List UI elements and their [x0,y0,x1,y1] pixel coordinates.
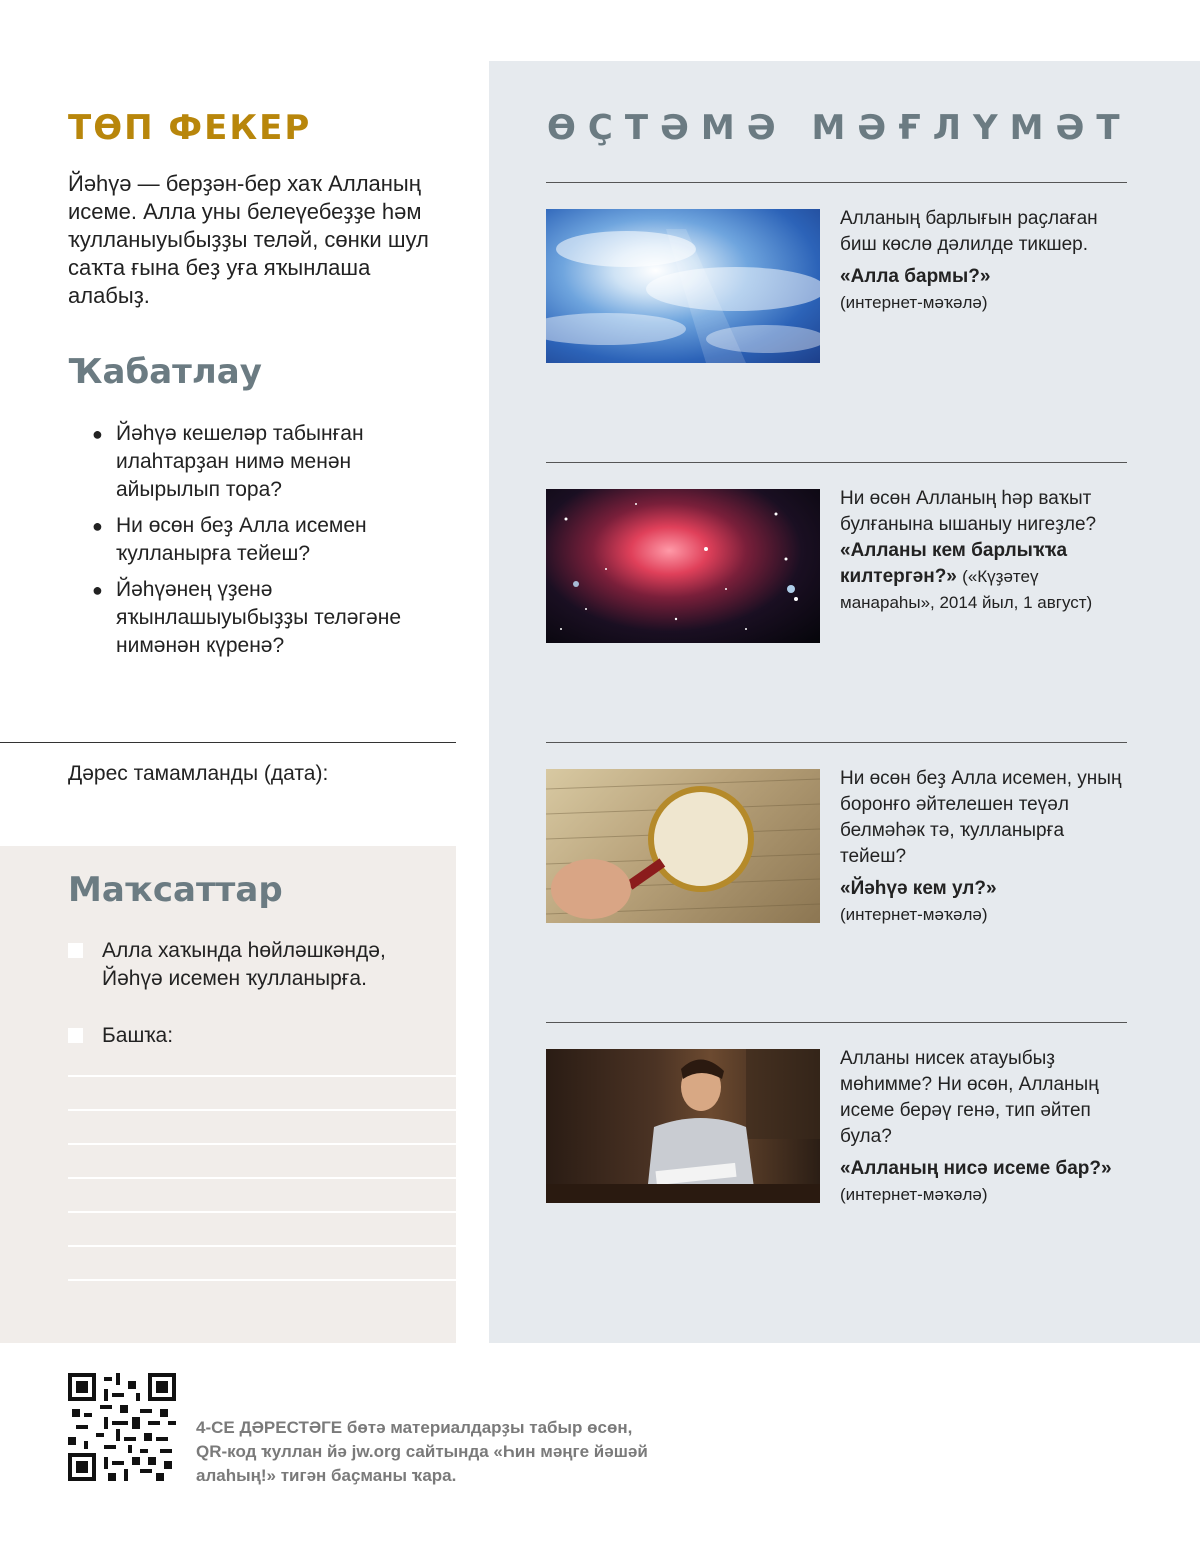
write-line[interactable] [68,1245,456,1247]
review-item: ● Йәһүәнең үҙенә яҡынлашыуыбыҙҙы теләгәне нимәнән күренә? [92,578,401,657]
review-item: ● Йәһүә кешеләр табынған илаһтарҙан нимә менән айырылып тора? [92,422,364,501]
bullet-icon: ● [92,580,103,600]
nebula-image [546,489,820,643]
explore-card [840,206,1130,316]
divider [546,182,1127,183]
magnifying-glass-scroll-image [546,769,820,923]
review-item: ● Ни өсөн беҙ Алла исемен ҡулланырға тейеш? [92,514,367,565]
lesson-completed-label: Дәрес тамамланды (дата): [68,762,329,785]
explore-card [840,486,1130,616]
main-point-text: Йәһүә — берҙән-бер хаҡ Алланың исеме. Алла уны белеүебеҙҙе һәм ҡулланыуыбыҙҙы теләй, сөнки шул саҡта ғына беҙ уға яҡынлаша алабыҙ. [68,171,429,308]
card-source: (интернет-мәҡәлә) [840,1185,988,1204]
goal-item [68,937,448,997]
review-title: Ҡабатлау [68,352,262,392]
article-link[interactable]: «Алланы кем барлыҡҡа килтергән?» [840,540,1068,587]
write-line[interactable] [68,1075,456,1077]
goal-item [68,1022,448,1052]
goals-title: Маҡсаттар [68,870,283,910]
write-line[interactable] [68,1177,456,1179]
write-line[interactable] [68,1279,456,1281]
card-description: Алланың барлығын раҫлаған биш көслө дәлилде тикшер. [840,208,1098,255]
explore-card [840,1046,1130,1208]
review-list [92,420,432,668]
article-link[interactable]: «Йәһүә кем ул?» [840,878,997,899]
footer-text: 4-СЕ ДӘРЕСТӘГЕ бөтә материалдарҙы табыр өсөн, QR-код ҡуллан йә jw.org сайтында «Һин мәңге йәшәй алаһың!» тигән баҫманы ҡара. [196,1418,648,1485]
qr-code[interactable] [68,1373,176,1481]
main-point-title: ТӨП ФЕКЕР [68,108,312,148]
card-source: (интернет-мәҡәлә) [840,905,988,924]
explore-card [840,766,1130,928]
card-description: Алланы нисек атауыбыҙ мөһимме? Ни өсөн, Алланың исеме берәү генә, тип әйтеп була? [840,1048,1099,1147]
goals-panel [0,846,456,1343]
divider [0,742,456,743]
bullet-icon: ● [92,516,103,536]
write-line[interactable] [68,1143,456,1145]
card-source: (интернет-мәҡәлә) [840,293,988,312]
sky-clouds-image [546,209,820,363]
goal-text: Алла хаҡында һөйләшкәндә, Йәһүә исемен ҡулланырға. [102,939,386,990]
bullet-icon: ● [92,424,103,444]
man-reading-image [546,1049,820,1203]
write-line[interactable] [68,1109,456,1111]
card-description: Ни өсөн беҙ Алла исемен, уның боронғо әйтелешен теүәл белмәһәк тә, ҡулланырға тейеш? [840,768,1122,867]
goal-checkbox[interactable] [68,943,83,958]
write-line[interactable] [68,1211,456,1213]
divider [546,1022,1127,1023]
explore-title: ӨҪТӘМӘ МӘҒЛҮМӘТ [547,108,1132,148]
divider [546,742,1127,743]
divider [546,462,1127,463]
card-description: Ни өсөн Алланың һәр ваҡыт булғанына ышаныу нигеҙле? [840,488,1097,535]
article-link[interactable]: «Алла бармы?» [840,266,991,287]
goal-text: Башҡа: [102,1024,174,1047]
article-link[interactable]: «Алланың нисә исеме бар?» [840,1158,1112,1179]
goal-checkbox[interactable] [68,1028,83,1043]
card-source: («Күҙәтеү манараһы», 2014 йыл, 1 август) [840,567,1093,612]
